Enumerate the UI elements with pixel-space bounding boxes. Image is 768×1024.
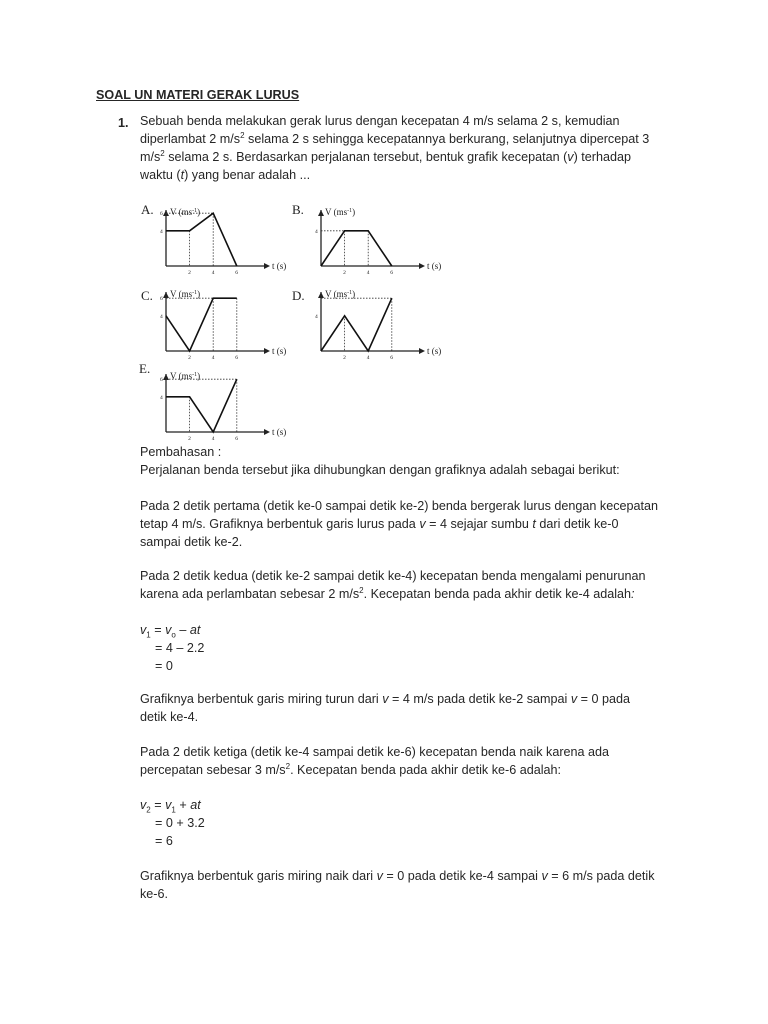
y-axis-label-close: ) [197,207,201,217]
superscript: 2 [359,585,364,595]
x-tick-label: 6 [390,355,394,361]
variable-v: v [570,692,578,706]
y-tick-label: 4 [315,228,318,235]
text-span: = [150,623,166,637]
text-span: = 0 pada detik ke-4 sampai [382,869,542,883]
y-axis-label-close: ) [197,371,201,381]
x-tick-label: 4 [211,436,215,442]
text-line: detik ke-4. [140,710,199,724]
y-tick-label: 4 [160,394,163,401]
discussion-paragraph-5 [140,867,685,903]
x-axis-label: t (s) [272,261,287,271]
superscript: 2 [285,761,291,771]
variable-v: v [382,692,389,706]
text-span: karena ada perlambatan sebesar 2 m/s [140,587,360,601]
subscript: 1 [146,630,151,640]
x-axis-arrow [264,263,270,269]
formula-line: = 4 – 2.2 [155,641,205,655]
option-label: D. [292,288,305,303]
y-axis-label-sup: -1 [192,372,198,378]
x-axis-arrow [264,348,270,354]
y-axis-arrow [318,210,324,216]
question-line: selama 2 s. Berdasarkan perjalanan tersebut, bentuk grafik kecepatan ( [164,150,568,164]
y-tick-label: 4 [160,228,163,235]
x-axis-label: t (s) [272,427,287,437]
text-line: Pada 2 detik kedua (detik ke-2 sampai detik ke-4) kecepatan benda mengalami penurunan [140,569,646,583]
x-tick-label: 2 [343,270,346,276]
formula-line: = 0 + 3.2 [155,816,205,830]
text-line: sampai detik ke-2. [140,535,243,549]
text-span: = 6 m/s pada detik [547,869,655,883]
y-axis-label: V $(ms^{-1})$ [170,371,201,381]
discussion-intro: Perjalanan benda tersebut jika dihubungkan dengan grafiknya adalah sebagai berikut: [140,463,620,477]
variable-at: at [189,623,201,637]
variable-v: v [541,869,548,883]
x-axis-arrow [419,263,425,269]
text-span: Grafiknya berbentuk garis miring turun dari [140,692,383,706]
x-tick-label: 6 [235,270,239,276]
option-label: A. [141,202,154,217]
discussion-paragraph-2 [140,567,685,603]
y-axis-label-close: ) [197,289,201,299]
answer-graphs [0,0,768,450]
y-axis-arrow [163,292,169,298]
variable-v: v [165,623,172,637]
discussion-paragraph-4 [140,743,685,779]
velocity-line [321,231,392,266]
text-span: . Kecepatan benda pada akhir detik ke-6 adalah: [290,763,562,777]
text-span: percepatan sebesar 3 m/s [140,763,286,777]
velocity-line [166,213,237,266]
x-axis-arrow [419,348,425,354]
x-axis-label: t (s) [272,346,287,356]
x-axis-label: t (s) [427,261,442,271]
text-span: = 4 sejajar sumbu [425,517,533,531]
formula-2 [140,796,205,850]
x-tick-label: 4 [366,270,370,276]
option-label: C. [141,288,153,303]
y-axis-label-sup: -1 [192,208,198,214]
y-tick-label: 6 [160,377,163,384]
text-span: = 0 pada [577,692,631,706]
y-axis-label-sup: -1 [192,290,198,296]
y-axis-label-sup: -1 [347,208,353,214]
text-span: + [175,798,191,812]
variable-t: t [532,517,536,531]
question-line: selama 2 s sehingga kecepatannya berkurang, selanjutnya dipercepat 3 [244,132,650,146]
velocity-line [166,298,237,351]
x-tick-label: 2 [343,355,346,361]
superscript: 2 [160,148,165,158]
variable-v: v [140,623,147,637]
y-axis-label-close: ) [352,289,356,299]
text-line: Pada 2 detik pertama (detik ke-0 sampai detik ke-2) benda bergerak lurus dengan kecepatan [140,499,659,513]
y-axis-label-close: ) [352,207,356,217]
discussion-paragraph-1 [140,497,685,551]
variable-v: v [140,798,147,812]
option-label: B. [292,202,304,217]
formula-line: = 6 [155,834,173,848]
velocity-line [166,379,237,432]
y-axis-arrow [318,292,324,298]
variable-t: t [180,168,185,182]
x-tick-label: 4 [211,270,215,276]
text-span: – [175,623,190,637]
text-span: . Kecepatan benda pada akhir detik ke-4 adalah [363,587,632,601]
document-title: SOAL UN MATERI GERAK LURUS [96,88,300,102]
x-tick-label: 6 [235,355,239,361]
y-axis-label: V $(ms^{-1})$ [170,207,201,217]
option-label: E. [139,361,151,376]
x-tick-label: 6 [390,270,394,276]
discussion-heading: Pembahasan : [140,445,222,459]
text-span: tetap 4 m/s. Grafiknya berbentuk garis lurus pada [140,517,420,531]
x-tick-label: 2 [188,355,191,361]
text-span: dari detik ke-0 [535,517,619,531]
text-line: Pada 2 detik ketiga (detik ke-4 sampai detik ke-6) kecepatan benda naik karena ada [140,745,610,759]
question-line: diperlambat 2 m/s [140,132,241,146]
subscript: 2 [146,805,151,815]
formula-1 [140,621,204,675]
y-axis-label-sup: -1 [347,290,353,296]
y-tick-label: 4 [315,313,318,320]
x-axis-label: t (s) [427,346,442,356]
x-tick-label: 4 [211,355,215,361]
y-tick-label: 4 [160,313,163,320]
x-tick-label: 4 [366,355,370,361]
y-tick-label: 6 [160,211,163,218]
variable-v: v [419,517,426,531]
question-line: m/s [140,150,161,164]
text-line: ke-6. [140,887,168,901]
question-number: 1. [118,116,129,130]
y-axis-label: V $(ms^{-1})$ [170,289,201,299]
x-tick-label: 6 [235,436,239,442]
subscript: 1 [171,805,176,815]
formula-line: = 0 [155,659,173,673]
x-axis-arrow [264,429,270,435]
x-tick-label: 2 [188,436,191,442]
superscript: 2 [240,130,245,140]
text-span: : [631,587,635,601]
question-line: waktu ( [140,168,181,182]
variable-at: at [190,798,201,812]
text-span: = [150,798,166,812]
variable-v: v [567,150,574,164]
question-line: ) yang benar adalah ... [184,168,311,182]
question-line: ) terhadap [573,150,632,164]
y-tick-label: 6 [160,296,163,303]
variable-v: v [165,798,172,812]
discussion-paragraph-3 [140,690,685,726]
y-axis-label: V $(ms^{-1})$ [325,289,356,299]
text-span: Grafiknya berbentuk garis miring naik dari [140,869,377,883]
x-tick-label: 2 [188,270,191,276]
variable-v: v [376,869,383,883]
velocity-line [321,298,392,351]
y-axis-label: V $(ms^{-1})$ [325,207,356,217]
text-span: = 4 m/s pada detik ke-2 sampai [388,692,571,706]
question-line: Sebuah benda melakukan gerak lurus dengan kecepatan 4 m/s selama 2 s, kemudian [140,114,620,128]
subscript: o [171,630,176,640]
